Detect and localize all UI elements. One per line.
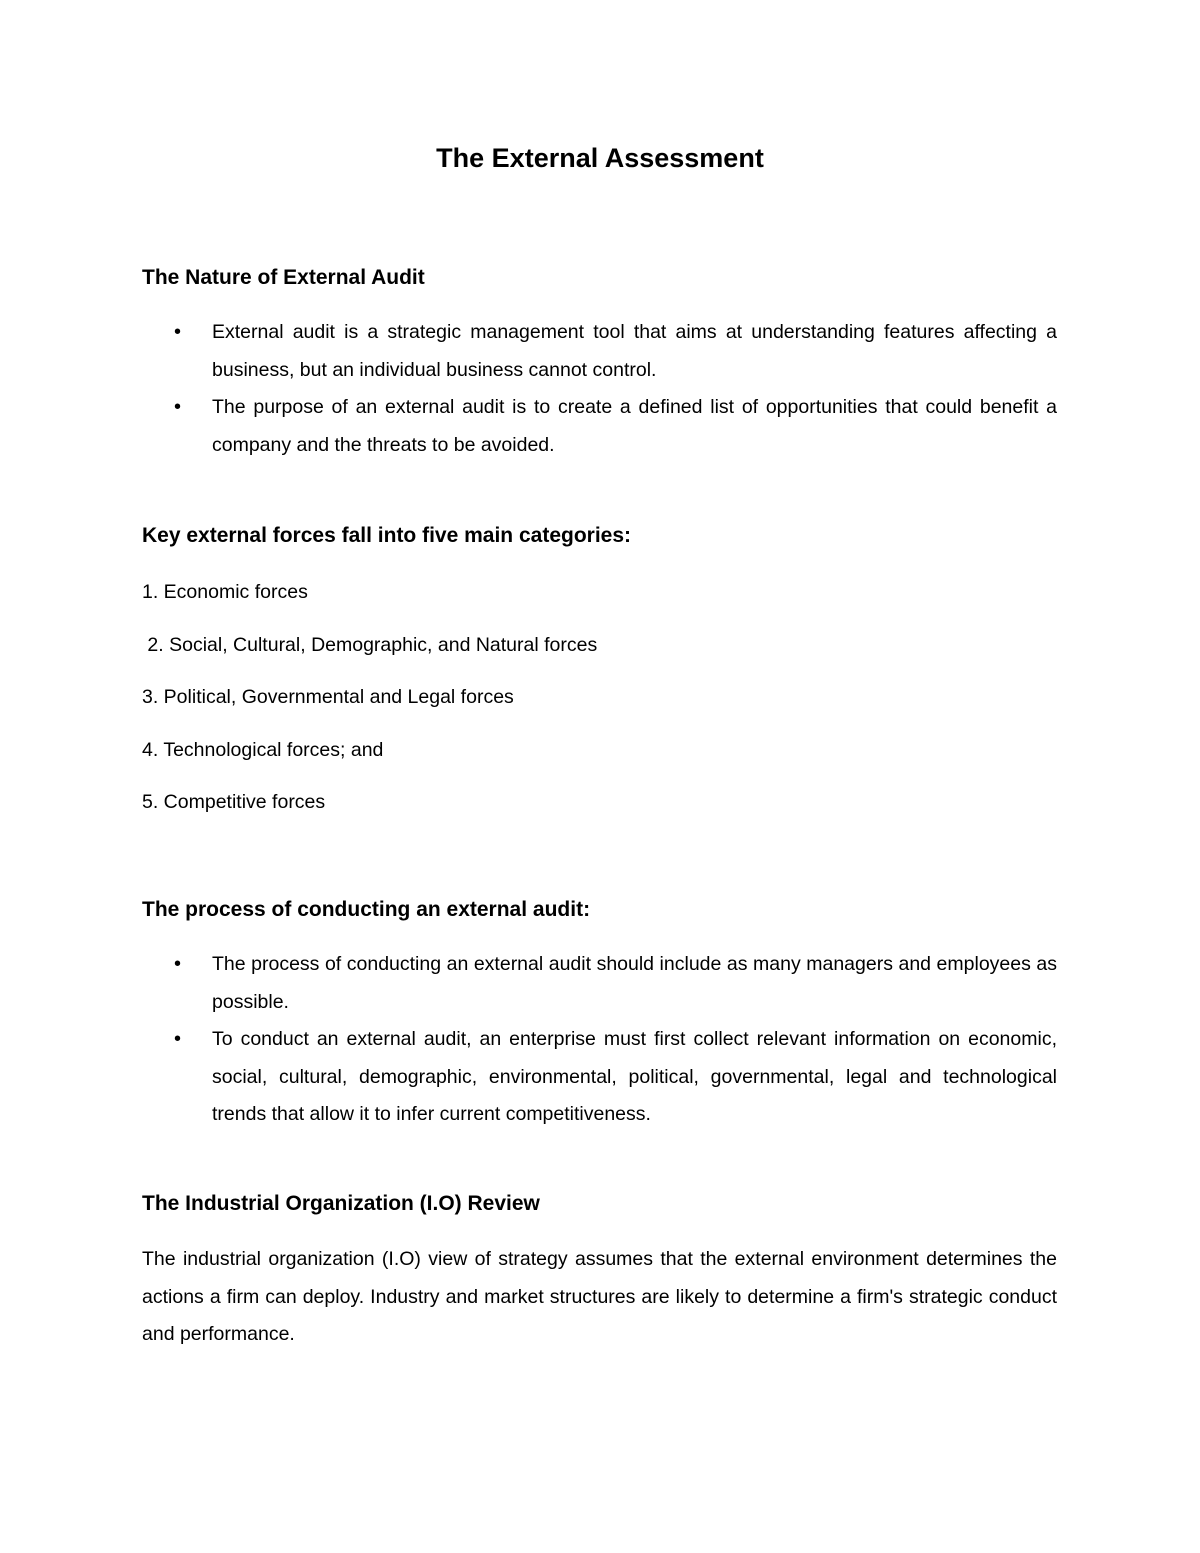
bullet-text: To conduct an external audit, an enterprise must first collect relevant information on economic, social, cultural, demographic, environmental, political, governmental, legal and technological trends that allow it to infer current competitiveness. [212,1028,1057,1125]
bullet-text: External audit is a strategic management tool that aims at understanding features affecting a business, but an individual business cannot control. [212,321,1057,381]
list-item: 5. Competitive forces [142,791,326,813]
bullet-icon: • [174,1028,182,1050]
section-heading-process: The process of conducting an external audit: [142,898,591,921]
bullet-icon: • [174,396,182,418]
section-heading-key-forces: Key external forces fall into five main categories: [142,524,632,547]
list-item [142,1021,1057,1134]
list-item [142,946,1057,1021]
bullet-text: The purpose of an external audit is to create a defined list of opportunities that could benefit a company and the threats to be avoided. [212,396,1057,456]
bullet-text: The process of conducting an external audit should include as many managers and employees as possible. [212,953,1057,1013]
nature-bullet-list [142,314,1057,464]
process-bullet-list [142,946,1057,1134]
document-title: The External Assessment [436,143,764,173]
section-heading-io-review: The Industrial Organization (I.O) Review [142,1192,540,1215]
io-review-paragraph: The industrial organization (I.O) view of strategy assumes that the external environment determines the actions a firm can deploy. Industry and market structures are likely to determine a firm's strategic conduct and performance. [142,1248,1057,1345]
section-heading-nature: The Nature of External Audit [142,266,425,289]
bullet-icon: • [174,953,182,975]
list-item [142,314,1057,389]
list-item: 4. Technological forces; and [142,738,384,761]
list-item [142,389,1057,464]
bullet-icon: • [174,321,182,343]
list-item: 1. Economic forces [142,581,308,603]
list-item: 2. Social, Cultural, Demographic, and Natural forces [142,633,598,656]
forces-numbered-list [142,578,597,841]
list-item: 3. Political, Governmental and Legal forces [142,686,514,708]
